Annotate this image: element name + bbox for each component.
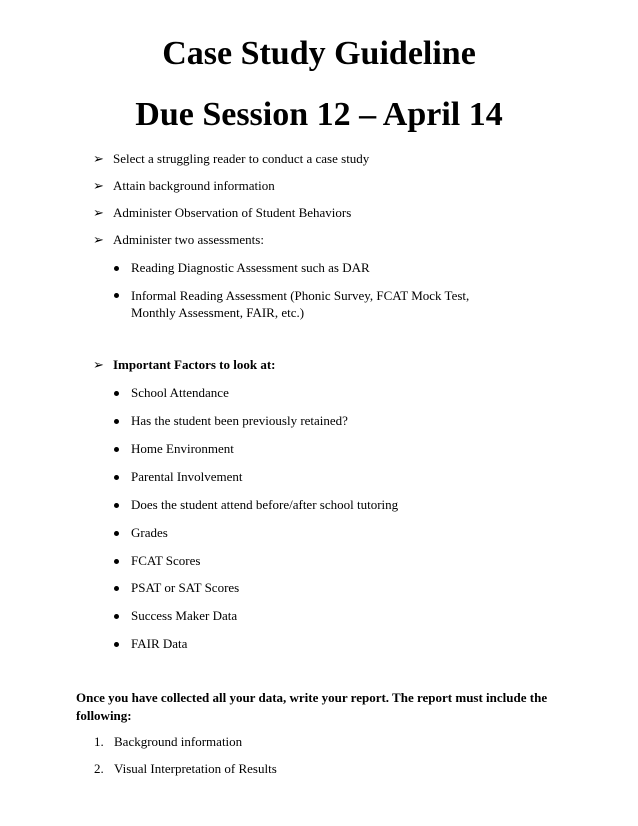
step-text: Administer Observation of Student Behaviors xyxy=(113,205,352,220)
bullet-icon xyxy=(114,503,119,508)
item-number: 1. xyxy=(94,734,104,749)
factor-text: FAIR Data xyxy=(131,636,188,651)
step-text: Attain background information xyxy=(113,178,275,193)
factor-text: PSAT or SAT Scores xyxy=(131,580,240,595)
arrow-bullet-icon: ➢ xyxy=(93,205,104,220)
assessment-text: Informal Reading Assessment (Phonic Survey, FCAT Mock Test, Monthly Assessment, FAIR, etc.) xyxy=(131,288,470,320)
factor-text: Home Environment xyxy=(131,441,234,456)
arrow-bullet-icon: ➢ xyxy=(93,178,104,193)
report-item-text: Visual Interpretation of Results xyxy=(114,761,277,776)
arrow-bullet-icon: ➢ xyxy=(93,232,104,247)
step-text: Administer two assessments: xyxy=(113,232,264,247)
bullet-icon xyxy=(114,266,119,271)
factor-text: Has the student been previously retained? xyxy=(131,413,348,428)
title-line-1: Case Study Guideline xyxy=(162,35,476,72)
assessment-text: Reading Diagnostic Assessment such as DAR xyxy=(131,260,370,275)
factor-text: School Attendance xyxy=(131,385,229,400)
step-text: Select a struggling reader to conduct a case study xyxy=(113,151,370,166)
bullet-icon xyxy=(114,391,119,396)
bullet-icon xyxy=(114,293,119,298)
bullet-icon xyxy=(114,447,119,452)
factor-text: Success Maker Data xyxy=(131,608,238,623)
bullet-icon xyxy=(114,559,119,564)
bullet-icon xyxy=(114,475,119,480)
report-item-text: Background information xyxy=(114,734,243,749)
title-line-2: Due Session 12 – April 14 xyxy=(135,96,503,133)
factor-text: Grades xyxy=(131,525,168,540)
factor-text: Parental Involvement xyxy=(131,469,243,484)
arrow-bullet-icon: ➢ xyxy=(93,357,104,372)
bullet-icon xyxy=(114,531,119,536)
bullet-icon xyxy=(114,586,119,591)
factors-heading: Important Factors to look at: xyxy=(113,357,276,372)
item-number: 2. xyxy=(94,761,104,776)
arrow-bullet-icon: ➢ xyxy=(93,151,104,166)
factor-text: FCAT Scores xyxy=(131,553,201,568)
bullet-icon xyxy=(114,614,119,619)
bullet-icon xyxy=(114,419,119,424)
factor-text: Does the student attend before/after school tutoring xyxy=(131,497,399,512)
bullet-icon xyxy=(114,642,119,647)
report-instructions: Once you have collected all your data, write your report. The report must include the following: xyxy=(76,690,548,723)
